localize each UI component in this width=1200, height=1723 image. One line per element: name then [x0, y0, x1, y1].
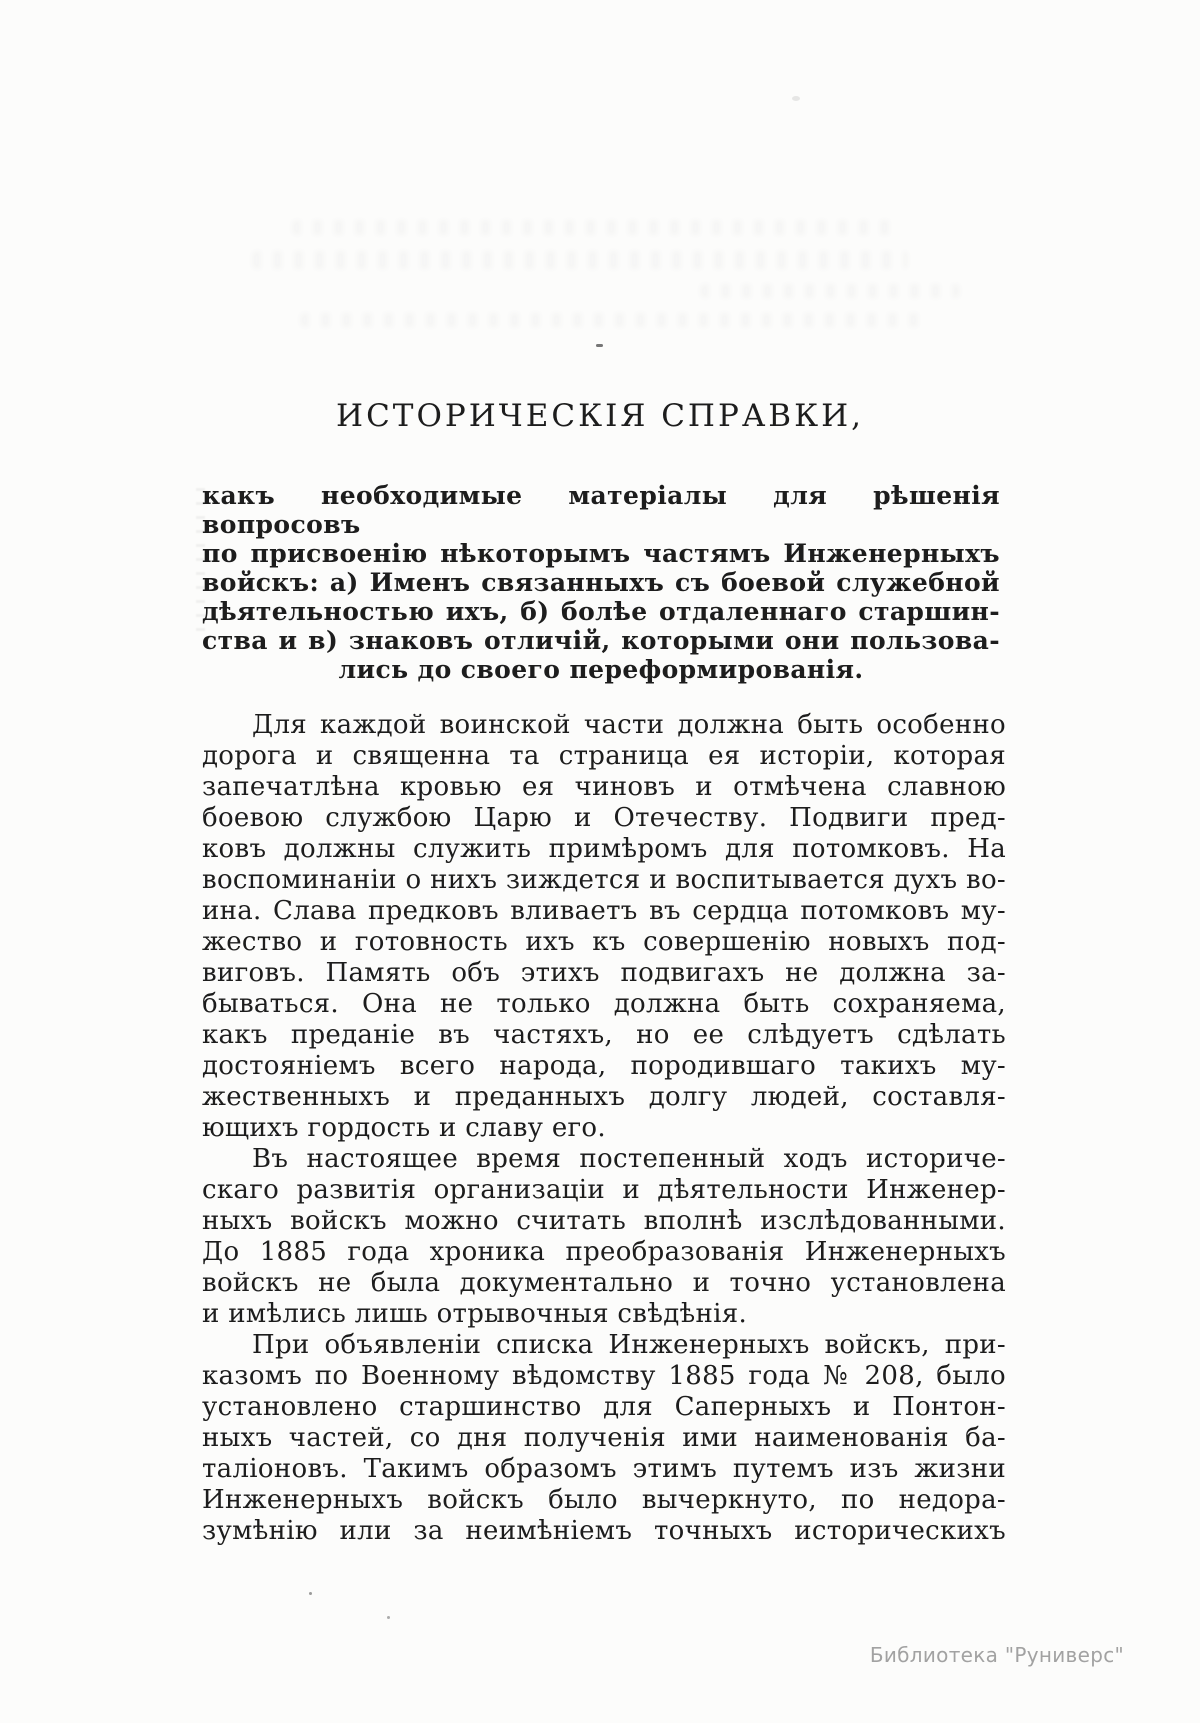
subtitle-line: войскъ: а) Именъ связанныхъ съ боевой служебной	[202, 568, 1000, 597]
text-line: Инженерныхъ войскъ было вычеркнуто, по недора-	[202, 1485, 1006, 1515]
page-title: ИСТОРИЧЕСКІЯ СПРАВКИ,	[336, 398, 864, 434]
text-line: дорога и священна та страница ея исторіи, которая	[202, 741, 1006, 771]
text-line: воспоминаніи о нихъ зиждется и воспитывается духъ во-	[202, 865, 1006, 895]
text-line: запечатлѣна кровью ея чиновъ и отмѣчена славною	[202, 772, 1006, 802]
paragraph	[202, 1144, 1006, 1330]
text-line: какъ преданіе въ частяхъ, но ее слѣдуетъ сдѣлать	[202, 1020, 1006, 1050]
scan-speck	[596, 344, 603, 347]
text-line: казомъ по Военному вѣдомству 1885 года № 208, было	[202, 1361, 1006, 1391]
text-line: ныхъ частей, со дня полученія ими наименованія ба-	[202, 1423, 1006, 1453]
text-line: ковъ должны служить примѣромъ для потомковъ. На	[202, 834, 1006, 864]
subtitle-block	[202, 481, 1000, 684]
text-line: ющихъ гордость и славу его.	[202, 1113, 606, 1143]
text-line: достояніемъ всего народа, породившаго такихъ му-	[202, 1051, 1006, 1081]
scan-speck	[309, 1592, 312, 1595]
text-line: При объявленіи списка Инженерныхъ войскъ, при-	[252, 1330, 1006, 1360]
bleed-through-artifact	[252, 251, 908, 269]
subtitle-line: по присвоенію нѣкоторымъ частямъ Инженерныхъ	[202, 539, 1000, 568]
bleed-through-artifact	[300, 313, 920, 327]
text-line: ина. Слава предковъ вливаетъ въ сердца потомковъ му-	[202, 896, 1006, 926]
text-line: таліоновъ. Такимъ образомъ этимъ путемъ изъ жизни	[202, 1454, 1006, 1484]
text-line: и имѣлись лишь отрывочныя свѣдѣнія.	[202, 1299, 748, 1329]
text-line: жество и готовность ихъ къ совершенію новыхъ под-	[202, 927, 1006, 957]
subtitle-line: ства и в) знаковъ отличій, которыми они пользова-	[202, 626, 1000, 655]
text-line: бываться. Она не только должна быть сохраняема,	[202, 989, 1006, 1019]
bleed-through-artifact	[700, 284, 960, 298]
scan-speck	[792, 96, 800, 101]
paragraph	[202, 1330, 1006, 1547]
text-line: боевою службою Царю и Отечеству. Подвиги пред-	[202, 803, 1006, 833]
library-watermark: Библиотека "Руниверс"	[869, 1643, 1124, 1667]
subtitle-line: лись до своего переформированія.	[338, 655, 864, 684]
text-line: жественныхъ и преданныхъ долгу людей, составля-	[202, 1082, 1006, 1112]
text-line: Въ настоящее время постепенный ходъ историче-	[252, 1144, 1006, 1174]
text-line: зумѣнію или за неимѣніемъ точныхъ историческихъ	[202, 1516, 1006, 1546]
text-line: Для каждой воинской части должна быть особенно	[252, 710, 1006, 740]
text-line: ныхъ войскъ можно считать вполнѣ изслѣдованными.	[202, 1206, 1006, 1236]
text-line: скаго развитія организаціи и дѣятельности Инженер-	[202, 1175, 1006, 1205]
paragraph	[202, 710, 1006, 1144]
text-line: виговъ. Память объ этихъ подвигахъ не должна за-	[202, 958, 1006, 988]
body-text	[202, 710, 1006, 1547]
bleed-through-artifact	[292, 220, 892, 235]
text-line: До 1885 года хроника преобразованія Инженерныхъ	[202, 1237, 1006, 1267]
scan-speck	[387, 1616, 390, 1619]
text-line: войскъ не была документально и точно установлена	[202, 1268, 1006, 1298]
subtitle-line: дѣятельностью ихъ, б) болѣе отдаленнаго старшин-	[202, 597, 1000, 626]
subtitle-line: какъ необходимые матеріалы для рѣшенія вопросовъ	[202, 481, 1000, 539]
text-line: установлено старшинство для Саперныхъ и Понтон-	[202, 1392, 1006, 1422]
